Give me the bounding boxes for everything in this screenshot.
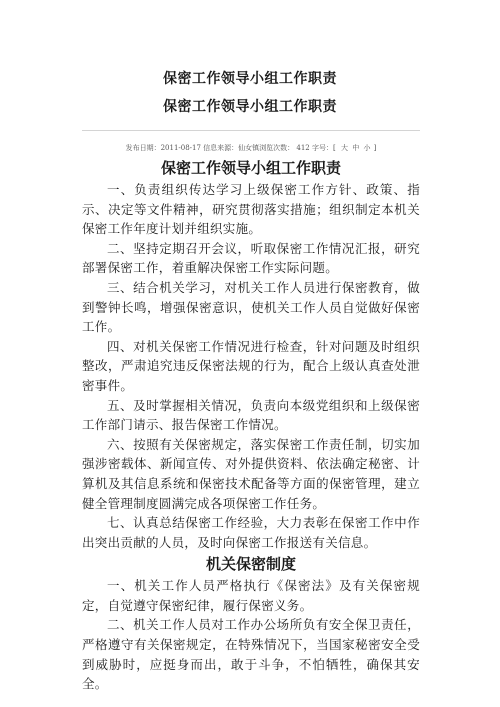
paragraph-duty-7: 七、认真总结保密工作经验，大力表彰在保密工作中作出突出贡献的人员，及时向保密工作报送有关信息。: [82, 515, 420, 550]
meta-bracket-close: ]: [373, 144, 377, 152]
paragraph-duty-2: 二、坚持定期召开会议，听取保密工作情况汇报，研究部署保密工作，着重解决保密工作实际问题。: [82, 240, 420, 276]
paragraph-duty-3: 三、结合机关学习，对机关工作人员进行保密教育，做到警钟长鸣，增强保密意识，使机关工作人员自觉做好保密工作。: [82, 279, 420, 335]
article-body: [82, 156, 420, 694]
font-size-small-link[interactable]: 小: [363, 144, 371, 152]
paragraph-rule-2: 二、机关工作人员对工作办公场所负有安全保卫责任，严格遵守有关保密规定，在特殊情况下，当国家秘密安全受到威胁时，应挺身而出，敢于斗争，不怕牺牲，确保其安全。: [82, 617, 420, 692]
paragraph-duty-5: 五、及时掌握相关情况，负责向本级党组织和上级保密工作部门请示、报告保密工作情况。: [82, 397, 420, 433]
paragraph-duty-1: 一、负责组织传达学习上级保密工作方针、政策、指示、决定等文件精神，研究贯彻落实措施；组织制定本机关保密工作年度计划并组织实施。: [82, 182, 420, 237]
font-size-medium-link[interactable]: 中: [352, 144, 360, 152]
document-title-secondary: 保密工作领导小组工作职责: [163, 99, 337, 115]
font-size-large-link[interactable]: 大: [340, 144, 348, 152]
section-heading-duties: 保密工作领导小组工作职责: [160, 159, 341, 177]
header-divider: [82, 130, 420, 131]
meta-info: 发布日期：2011-08-17 信息来源：仙女镇浏览次数： 412 字号：[: [125, 144, 336, 152]
article-meta: [82, 143, 420, 153]
font-size-controls: [340, 144, 374, 152]
paragraph-duty-6: 六、按照有关保密规定，落实保密工作责任制，切实加强涉密载体、新闻宣传、对外提供资料、依法确定秘密、计算机及其信息系统和保密技术配备等方面的保密管理，建立健全管理制度圆满完成各项保密工作任务。: [82, 436, 420, 511]
section-heading-rules: 机关保密制度: [205, 555, 296, 574]
paragraph-rule-1: 一、机关工作人员严格执行《保密法》及有关保密规定，自觉遵守保密纪律，履行保密义务。: [82, 578, 420, 613]
document-title-primary: 保密工作领导小组工作职责: [163, 71, 337, 87]
paragraph-duty-4: 四、对机关保密工作情况进行检查，针对问题及时组织整改，严肃追究违反保密法规的行为，配合上级认真查处泄密事件。: [82, 338, 420, 393]
